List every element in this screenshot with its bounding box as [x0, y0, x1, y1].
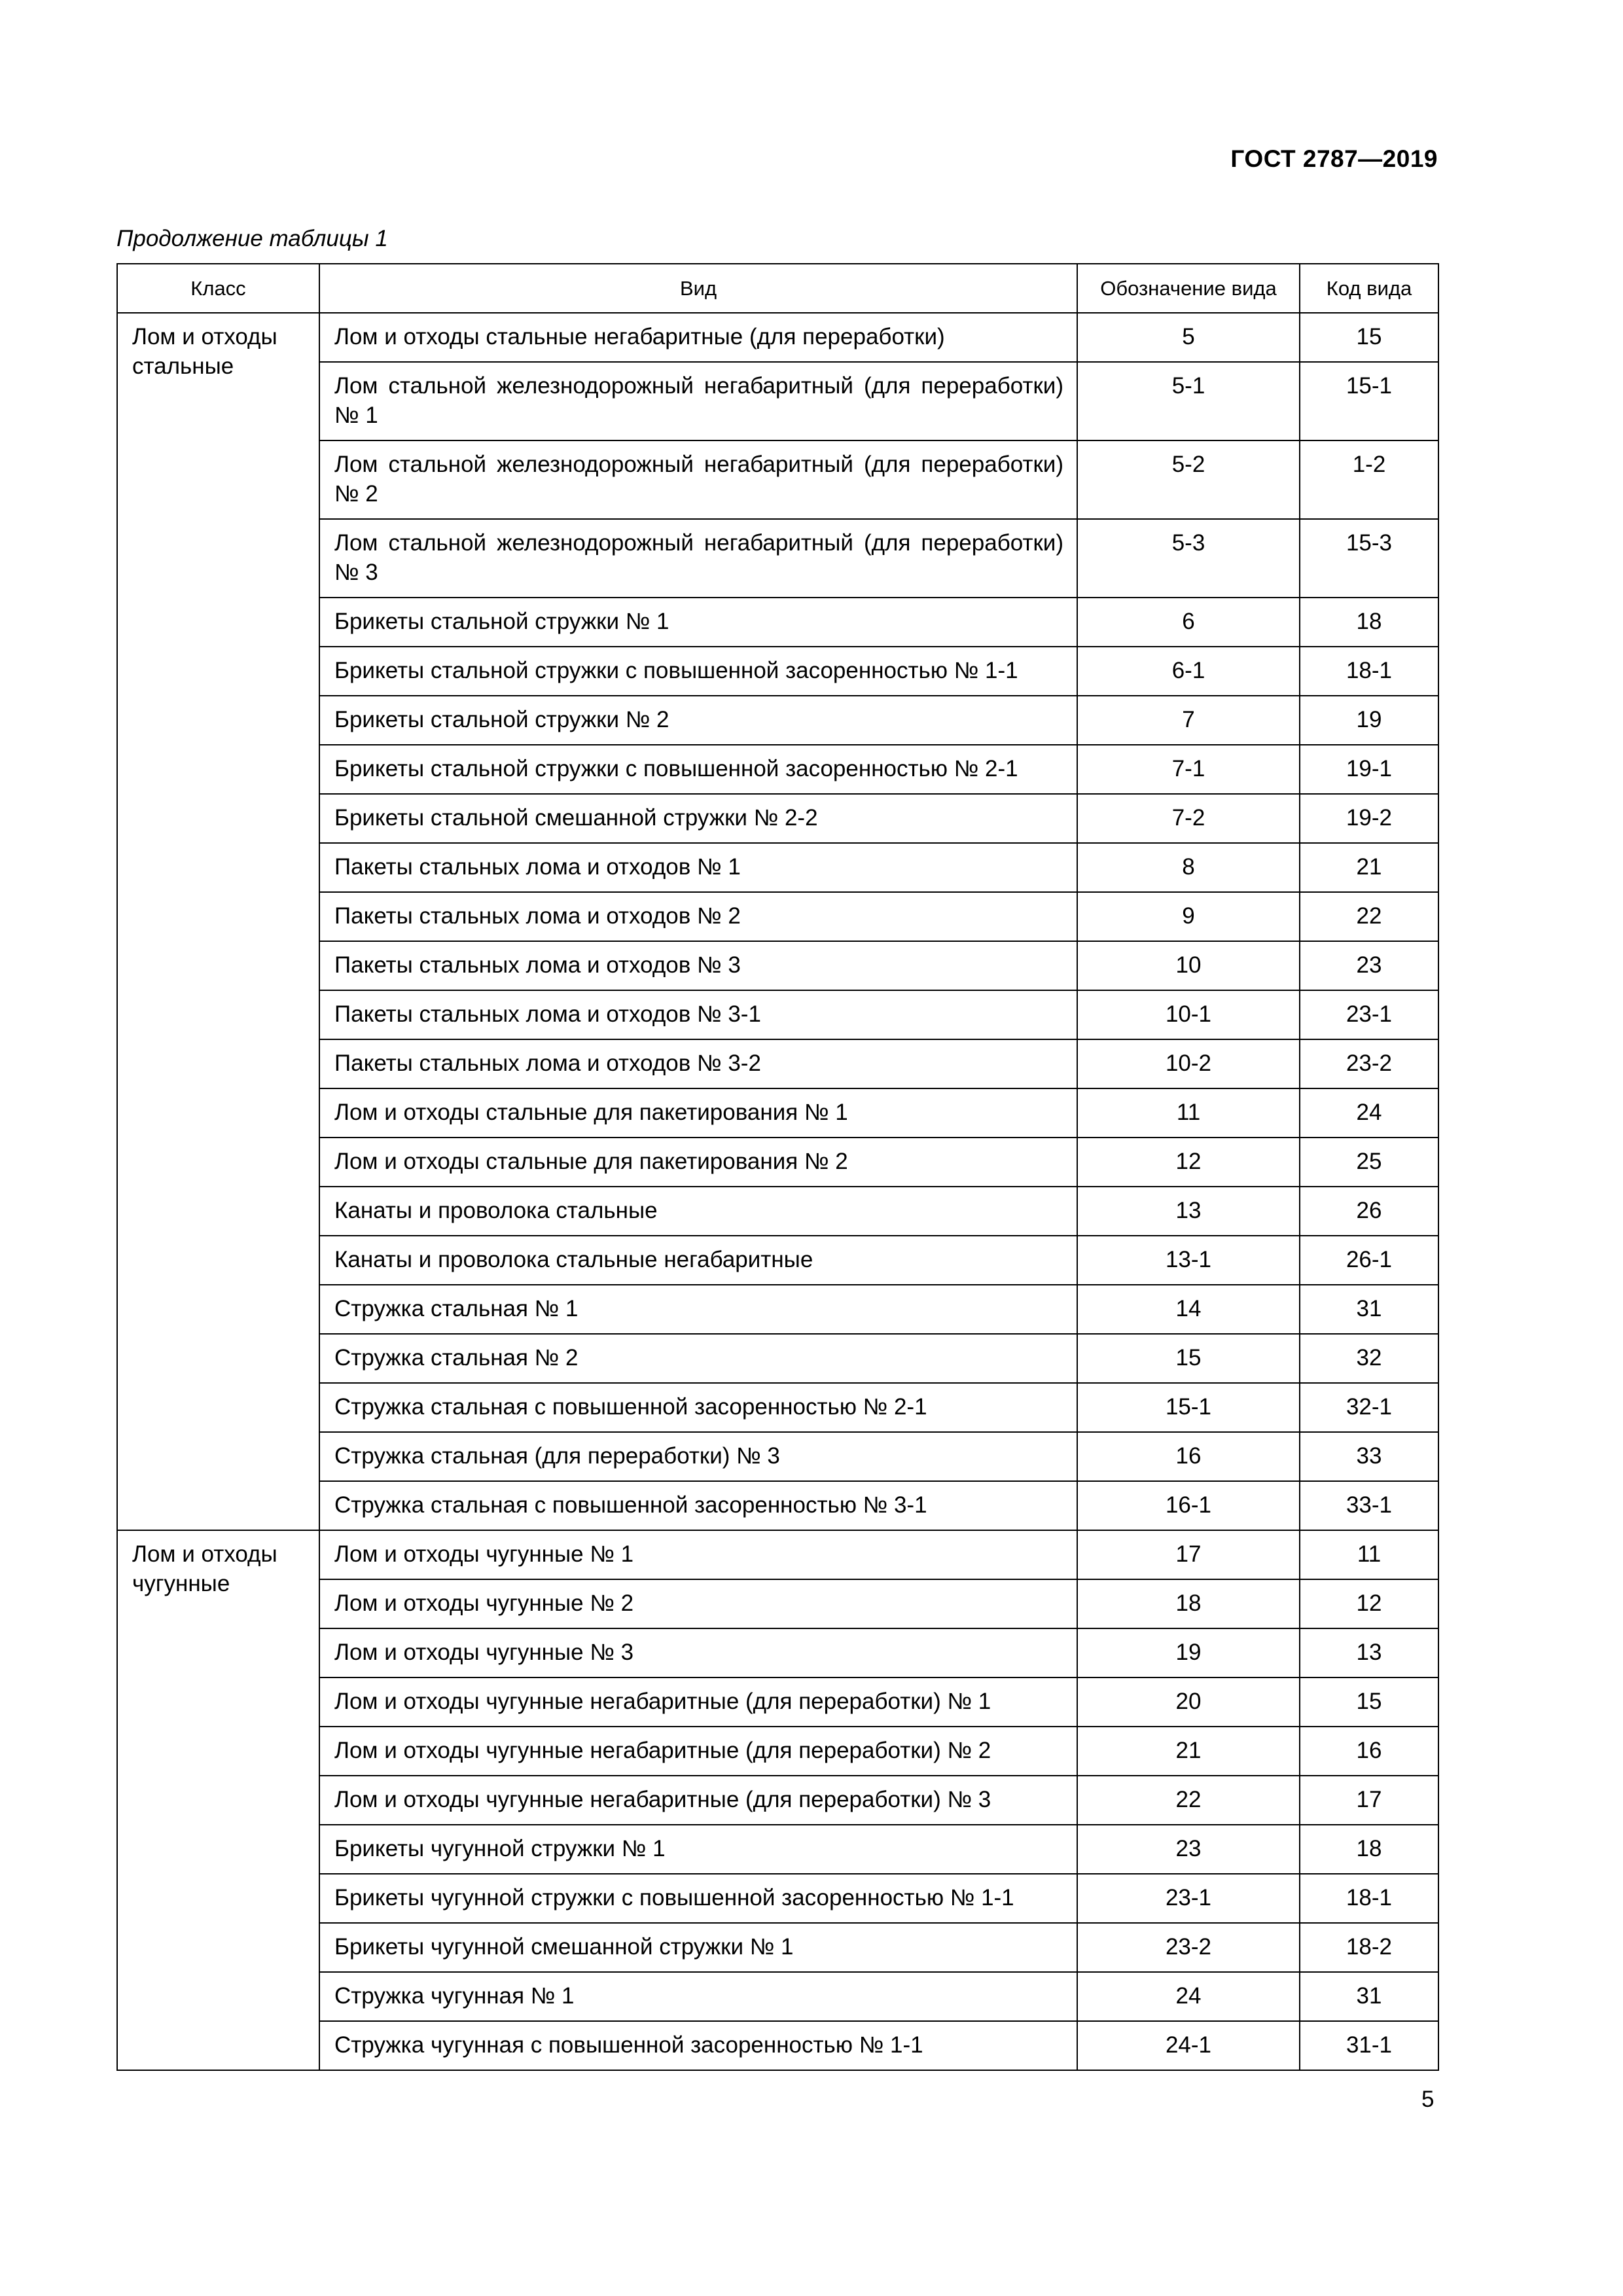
kind-cell: Лом стальной железнодорожный негабаритный (для переработки) № 2	[319, 440, 1077, 519]
designation-cell: 21	[1077, 1727, 1300, 1776]
code-cell: 25	[1300, 1138, 1438, 1187]
code-cell: 33	[1300, 1432, 1438, 1481]
designation-cell: 15-1	[1077, 1383, 1300, 1432]
table-row	[117, 313, 1438, 362]
table-header-row	[117, 264, 1438, 313]
designation-cell: 23	[1077, 1825, 1300, 1874]
code-cell: 15-1	[1300, 362, 1438, 440]
code-cell: 23-1	[1300, 990, 1438, 1039]
kind-cell: Стружка чугунная с повышенной засоренностью № 1-1	[319, 2021, 1077, 2070]
designation-cell: 16	[1077, 1432, 1300, 1481]
kind-cell: Лом и отходы чугунные № 1	[319, 1530, 1077, 1579]
kind-cell: Брикеты стальной смешанной стружки № 2-2	[319, 794, 1077, 843]
kind-cell: Лом стальной железнодорожный негабаритный (для переработки) № 1	[319, 362, 1077, 440]
code-cell: 16	[1300, 1727, 1438, 1776]
page-number: 5	[1421, 2087, 1435, 2112]
kinds-table	[116, 263, 1439, 2071]
kind-cell: Брикеты стальной стружки с повышенной засоренностью № 2-1	[319, 745, 1077, 794]
column-header-code: Код вида	[1300, 264, 1438, 313]
kind-cell: Брикеты стальной стружки № 1	[319, 598, 1077, 647]
designation-cell: 16-1	[1077, 1481, 1300, 1530]
designation-cell: 8	[1077, 843, 1300, 892]
kind-cell: Лом и отходы чугунные негабаритные (для переработки) № 2	[319, 1727, 1077, 1776]
code-cell: 32-1	[1300, 1383, 1438, 1432]
code-cell: 23	[1300, 941, 1438, 990]
code-cell: 24	[1300, 1088, 1438, 1138]
code-cell: 15	[1300, 313, 1438, 362]
code-cell: 33-1	[1300, 1481, 1438, 1530]
kind-cell: Лом стальной железнодорожный негабаритный (для переработки) № 3	[319, 519, 1077, 598]
designation-cell: 19	[1077, 1628, 1300, 1677]
code-cell: 18	[1300, 598, 1438, 647]
kind-cell: Стружка стальная № 1	[319, 1285, 1077, 1334]
designation-cell: 23-1	[1077, 1874, 1300, 1923]
kind-cell: Стружка стальная № 2	[319, 1334, 1077, 1383]
designation-cell: 22	[1077, 1776, 1300, 1825]
kind-cell: Пакеты стальных лома и отходов № 2	[319, 892, 1077, 941]
kind-cell: Лом и отходы чугунные № 2	[319, 1579, 1077, 1628]
class-cell: Лом и отходы стальные	[117, 313, 319, 1530]
designation-cell: 10	[1077, 941, 1300, 990]
kind-cell: Лом и отходы стальные для пакетирования № 1	[319, 1088, 1077, 1138]
designation-cell: 5-2	[1077, 440, 1300, 519]
code-cell: 19-2	[1300, 794, 1438, 843]
code-cell: 31	[1300, 1285, 1438, 1334]
code-cell: 12	[1300, 1579, 1438, 1628]
code-cell: 18-2	[1300, 1923, 1438, 1972]
kind-cell: Стружка стальная с повышенной засоренностью № 3-1	[319, 1481, 1077, 1530]
designation-cell: 5-3	[1077, 519, 1300, 598]
code-cell: 32	[1300, 1334, 1438, 1383]
kind-cell: Лом и отходы чугунные негабаритные (для переработки) № 3	[319, 1776, 1077, 1825]
code-cell: 23-2	[1300, 1039, 1438, 1088]
designation-cell: 18	[1077, 1579, 1300, 1628]
designation-cell: 5-1	[1077, 362, 1300, 440]
kind-cell: Лом и отходы чугунные негабаритные (для переработки) № 1	[319, 1677, 1077, 1727]
designation-cell: 24	[1077, 1972, 1300, 2021]
designation-cell: 7-1	[1077, 745, 1300, 794]
kind-cell: Пакеты стальных лома и отходов № 3	[319, 941, 1077, 990]
designation-cell: 17	[1077, 1530, 1300, 1579]
designation-cell: 13-1	[1077, 1236, 1300, 1285]
kind-cell: Лом и отходы стальные для пакетирования № 2	[319, 1138, 1077, 1187]
code-cell: 17	[1300, 1776, 1438, 1825]
designation-cell: 13	[1077, 1187, 1300, 1236]
table-caption: Продолжение таблицы 1	[116, 226, 388, 251]
code-cell: 31-1	[1300, 2021, 1438, 2070]
designation-cell: 15	[1077, 1334, 1300, 1383]
kind-cell: Стружка стальная (для переработки) № 3	[319, 1432, 1077, 1481]
code-cell: 13	[1300, 1628, 1438, 1677]
column-header-class: Класс	[117, 264, 319, 313]
designation-cell: 23-2	[1077, 1923, 1300, 1972]
designation-cell: 6	[1077, 598, 1300, 647]
designation-cell: 9	[1077, 892, 1300, 941]
code-cell: 21	[1300, 843, 1438, 892]
class-cell: Лом и отходы чугунные	[117, 1530, 319, 2070]
code-cell: 19-1	[1300, 745, 1438, 794]
code-cell: 11	[1300, 1530, 1438, 1579]
kind-cell: Канаты и проволока стальные негабаритные	[319, 1236, 1077, 1285]
designation-cell: 12	[1077, 1138, 1300, 1187]
kind-cell: Канаты и проволока стальные	[319, 1187, 1077, 1236]
column-header-designation: Обозначение вида	[1077, 264, 1300, 313]
designation-cell: 7	[1077, 696, 1300, 745]
designation-cell: 14	[1077, 1285, 1300, 1334]
code-cell: 15	[1300, 1677, 1438, 1727]
designation-cell: 5	[1077, 313, 1300, 362]
code-cell: 15-3	[1300, 519, 1438, 598]
code-cell: 22	[1300, 892, 1438, 941]
kind-cell: Стружка стальная с повышенной засоренностью № 2-1	[319, 1383, 1077, 1432]
kind-cell: Пакеты стальных лома и отходов № 1	[319, 843, 1077, 892]
kind-cell: Лом и отходы чугунные № 3	[319, 1628, 1077, 1677]
column-header-kind: Вид	[319, 264, 1077, 313]
code-cell: 26-1	[1300, 1236, 1438, 1285]
kind-cell: Брикеты чугунной стружки с повышенной засоренностью № 1-1	[319, 1874, 1077, 1923]
code-cell: 26	[1300, 1187, 1438, 1236]
designation-cell: 11	[1077, 1088, 1300, 1138]
code-cell: 1-2	[1300, 440, 1438, 519]
code-cell: 18-1	[1300, 647, 1438, 696]
kind-cell: Брикеты стальной стружки № 2	[319, 696, 1077, 745]
kind-cell: Брикеты чугунной стружки № 1	[319, 1825, 1077, 1874]
kind-cell: Брикеты чугунной смешанной стружки № 1	[319, 1923, 1077, 1972]
designation-cell: 20	[1077, 1677, 1300, 1727]
designation-cell: 10-1	[1077, 990, 1300, 1039]
table-body	[117, 313, 1438, 2070]
designation-cell: 6-1	[1077, 647, 1300, 696]
kind-cell: Пакеты стальных лома и отходов № 3-1	[319, 990, 1077, 1039]
designation-cell: 10-2	[1077, 1039, 1300, 1088]
code-cell: 31	[1300, 1972, 1438, 2021]
code-cell: 18	[1300, 1825, 1438, 1874]
table-row	[117, 1530, 1438, 1579]
kind-cell: Лом и отходы стальные негабаритные (для переработки)	[319, 313, 1077, 362]
designation-cell: 7-2	[1077, 794, 1300, 843]
kind-cell: Пакеты стальных лома и отходов № 3-2	[319, 1039, 1077, 1088]
code-cell: 19	[1300, 696, 1438, 745]
standard-code: ГОСТ 2787—2019	[1230, 145, 1438, 172]
code-cell: 18-1	[1300, 1874, 1438, 1923]
kind-cell: Брикеты стальной стружки с повышенной засоренностью № 1-1	[319, 647, 1077, 696]
designation-cell: 24-1	[1077, 2021, 1300, 2070]
kind-cell: Стружка чугунная № 1	[319, 1972, 1077, 2021]
